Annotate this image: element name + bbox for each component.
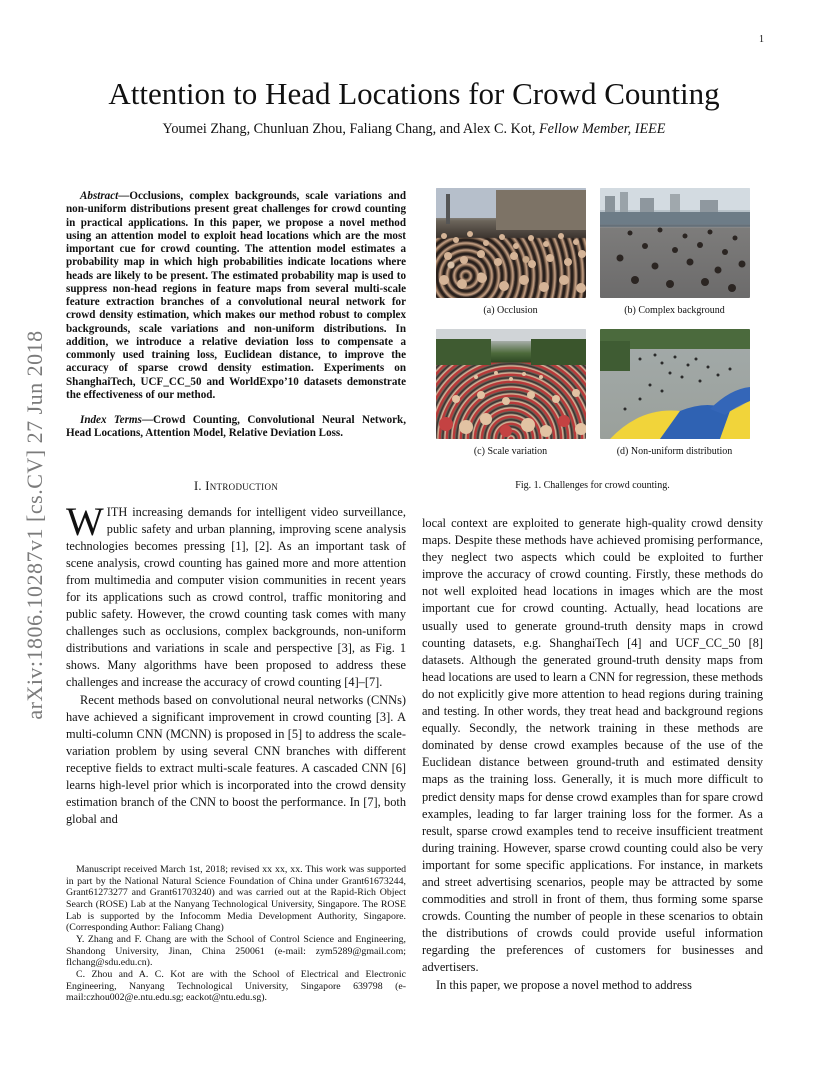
figure-panel-d — [600, 329, 750, 470]
author-names: Youmei Zhang, Chunluan Zhou, Faliang Chang, and Alex C. Kot, — [162, 121, 539, 137]
figure-panel-a — [436, 188, 586, 329]
occlusion-photo — [436, 188, 586, 298]
footnote-2: Y. Zhang and F. Chang are with the School of Control Science and Engineering, Shandong University, Jinan, China 250061 (e-mail: zym5289@gmail.com; flchang@sdu.edu.cn). — [66, 933, 406, 969]
crowd-heads-c — [436, 329, 586, 439]
abstract — [66, 190, 406, 402]
author-suffix: Fellow Member, IEEE — [539, 121, 666, 137]
figure-caption: Fig. 1. Challenges for crowd counting. — [515, 480, 670, 491]
scale-variation-photo — [436, 329, 586, 439]
footnote-1: Manuscript received March 1st, 2018; revised xx xx, xx. This work was supported in part by the National Natural Science Foundation of China under Grant61673244, Grant61273277 and Grant61703240) and was carried out at the Rapid-Rich Object Search (ROSE) Lab at the Nanyang Technological University, Singapore. The ROSE Lab is supported by the Infocomm Media Development Authority, Singapore. (Corresponding Author: Faliang Chang) — [66, 864, 406, 934]
left-column — [66, 190, 406, 828]
index-terms-text: —Crowd Counting, Convolutional Neural Network, Head Locations, Attention Model, Relative Deviation Loss. — [66, 414, 406, 440]
intro-paragraph-1-text: ITH increasing demands for intelligent video surveillance, public safety and urban planning, improving scene analysis technologies becomes pressing [1], [2]. As an important task of scene analysis, crowd counting has gained more and more attention from multimedia and computer vision communities in recent years for its applications such as crowd control, traffic monitoring and public safety. However, the crowd counting task comes with many challenges such as occlusions, complex backgrounds, non-uniform distributions and variations in scale and perspective [3], as Fig. 1 shows. Many algorithms have been proposed to address these challenges and increase the accuracy of crowd counting [4]–[7]. — [66, 504, 406, 690]
paper-title: Attention to Head Locations for Crowd Counting — [108, 76, 720, 111]
figure-panel-c — [436, 329, 586, 470]
right-column — [422, 188, 763, 994]
index-terms-label: Index Terms — [80, 414, 142, 426]
crowd-heads-b — [600, 188, 750, 298]
section-number: I. — [193, 478, 206, 493]
non-uniform-distribution-photo — [600, 329, 750, 439]
figure-1 — [422, 188, 763, 470]
intro-paragraph-2: Recent methods based on convolutional neural networks (CNNs) have achieved a significant improvement in crowd counting [3]. A multi-column CNN (MCNN) is proposed in [5] to address the scale-variation problem by using several CNN branches with different receptive fields to extract multi-scale features. A cascaded CNN [6] learns high-level prior which is incorporated into the crowd density estimation branch of the CNN to boost the performance. In [7], both global and — [66, 692, 406, 827]
complex-background-photo — [600, 188, 750, 298]
figure-panel-c-caption: (c) Scale variation — [473, 446, 548, 457]
figure-panel-d-caption: (d) Non-uniform distribution — [616, 446, 733, 457]
page-number: 1 — [759, 34, 764, 45]
section-title: Introduction — [205, 478, 279, 493]
right-paragraph-1: local context are exploited to generate high-quality crowd density maps. Despite these methods have achieved promising performance, they neglect two aspects which could be exploited to further improve the accuracy of crowd counting. Firstly, these methods do not well exploited head locations in images which are the most important cue for crowd counting. Actually, head locations are usually used to generate ground-truth density maps in crowd counting datasets, e.g. ShanghaiTech [4] and UCF_CC_50 [8] datasets. Although the generated ground-truth density maps from head locations are used to learn a CNN for regression, these methods do not explicitly give more attention to head regions during training and testing. In other words, they treat head and background regions equally. Secondly, the network training in these methods are dominated by dense crowd examples because of the use of the Euclidean distance between ground-truth and estimated density maps as the training loss. Generally, it is much more difficult to predict density maps for dense crowd examples than for spare crowd examples, leading to far larger training loss for the former. As a result, sparse crowd examples tend to receive insufficient treatment during training. However, sparse crowd counting could also be very important for some specific applications. For instance, in markets and street advertising scenarios, people may be attracted by some commodities and stroll in front of them, thus forming some sparse crowds. Counting the number of people in these scenarios to obtain the distributions of crowds could provide useful information regarding the preferences of customers for businesses and advertisers. — [422, 516, 763, 975]
author-list — [60, 121, 768, 138]
footnotes — [66, 864, 406, 1004]
figure-panel-b-caption: (b) Complex background — [624, 305, 725, 316]
drop-cap: W — [66, 498, 104, 544]
section-heading — [66, 479, 406, 494]
crowd-heads-a — [436, 188, 586, 298]
figure-panel-b — [600, 188, 750, 329]
footnote-3: C. Zhou and A. C. Kot are with the School of Electrical and Electronic Engineering, Nanyang Technological University, Singapore 639798 (e-mail:czhou002@e.ntu.edu.sg; eackot@ntu.edu.sg). — [66, 968, 406, 1004]
abstract-text: —Occlusions, complex backgrounds, scale variations and non-uniform distributions present great challenges for crowd counting in practical applications. In this paper, we propose a novel method using an attention model to exploit head locations which are the most important cue for crowd counting. The attention model estimates a probability map in which high probabilities indicate locations where heads are likely to be present. The estimated probability map is used to suppress non-head regions in feature maps from several multi-scale feature extraction branches of a convolutional neural network for crowd density estimation, which makes our method robust to complex backgrounds, scale variations and non-uniform distributions. In addition, we introduce a relative deviation loss to compensate a commonly used training loss, Euclidean distance, to improve the accuracy of sparse crowd density estimation. Experiments on ShanghaiTech, UCF_CC_50 and WorldExpo’10 datasets demonstrate the effectiveness of our method. — [66, 190, 406, 401]
right-paragraph-2: In this paper, we propose a novel method to address — [436, 977, 692, 992]
intro-paragraph-1 — [66, 498, 406, 692]
figure-panel-a-caption: (a) Occlusion — [483, 305, 538, 316]
abstract-label: Abstract — [80, 190, 119, 202]
index-terms — [66, 414, 406, 441]
crowd-heads-d — [600, 329, 750, 439]
arxiv-stamp: arXiv:1806.10287v1 [cs.CV] 27 Jun 2018 — [22, 330, 47, 720]
